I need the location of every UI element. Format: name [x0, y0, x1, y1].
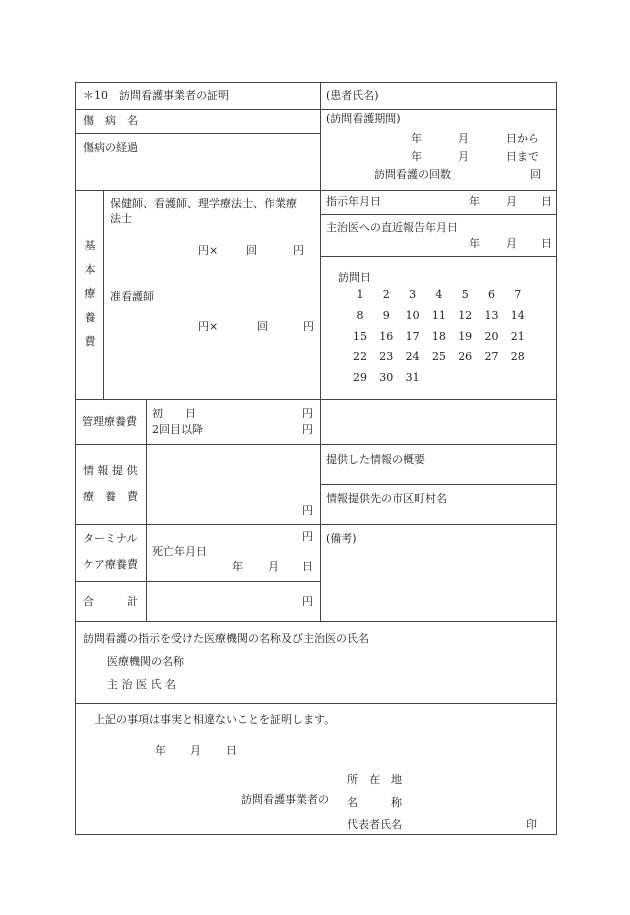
visit-day-cell: 2 — [382, 288, 390, 301]
nurse-times: 回 — [246, 244, 257, 257]
visit-day-cell: 9 — [382, 308, 390, 322]
assoc-times: 回 — [257, 320, 268, 333]
period-label: (訪問看護期間) — [326, 112, 401, 125]
rule — [103, 190, 104, 399]
visit-day-cell: 28 — [510, 350, 525, 364]
terminal-label-1: ターミナル — [83, 532, 138, 545]
rule — [320, 256, 556, 257]
rule — [76, 703, 556, 704]
report-date-label: 主治医への直近報告年月日 — [326, 221, 458, 234]
total-yen: 円 — [302, 595, 313, 608]
total-label: 合 計 — [83, 595, 138, 608]
institution-heading: 訪問看護の指示を受けた医療機関の名称及び主治医の氏名 — [83, 632, 369, 645]
visit-day-cell: 5 — [461, 288, 469, 301]
nurse-label-line2: 法士 — [110, 212, 132, 225]
visit-day-cell: 4 — [435, 288, 443, 301]
patient-name-label: (患者氏名) — [326, 89, 379, 102]
management-fee-label: 管理療養費 — [82, 415, 137, 428]
instruction-month: 月 — [506, 195, 517, 208]
rule — [146, 399, 147, 621]
visit-day-cell: 17 — [405, 329, 420, 343]
period-from-year: 年 — [411, 132, 422, 145]
address-label: 所 在 地 — [347, 773, 402, 786]
rule — [76, 581, 320, 582]
visit-day-cell: 25 — [431, 350, 446, 364]
second-on-label: 2回目以降 — [152, 423, 203, 436]
visit-day-cell: 21 — [510, 329, 525, 343]
rule — [76, 621, 556, 622]
rule — [76, 524, 556, 525]
nurse-yen-times: 円× — [198, 244, 219, 257]
instruction-year: 年 — [469, 195, 480, 208]
death-day: 日 — [302, 560, 313, 573]
instruction-day: 日 — [541, 195, 552, 208]
remarks-label: (備考) — [326, 532, 357, 545]
period-from-month: 月 — [458, 132, 469, 145]
rule — [320, 214, 556, 215]
basic-fee-label: 基 本 療 養 費 — [84, 239, 96, 348]
visit-count-unit: 回 — [530, 168, 541, 181]
visit-day-cell: 8 — [356, 308, 364, 322]
certify-statement: 上記の事項は事実と相違ないことを証明します。 — [94, 713, 336, 726]
seal-mark: 印 — [526, 818, 537, 831]
first-day-label: 初 日 — [152, 407, 196, 420]
nurse-label-line1: 保健師、看護師、理学療法士、作業療 — [110, 197, 297, 210]
death-year: 年 — [232, 560, 243, 573]
visit-day-cell: 26 — [458, 350, 473, 364]
visit-day-cell: 27 — [484, 350, 499, 364]
period-from-day: 日から — [506, 132, 539, 145]
info-fee-label-1: 情 報 提 供 — [83, 464, 138, 477]
doctor-name-label: 主 治 医 氏 名 — [107, 678, 176, 691]
visit-day-cell: 30 — [379, 371, 394, 385]
visit-day-cell: 3 — [409, 288, 417, 301]
period-until-year: 年 — [411, 150, 422, 163]
institution-name-label: 医療機関の名称 — [107, 655, 184, 668]
visit-day-cell: 22 — [353, 350, 367, 364]
terminal-label-2: ケア療養費 — [83, 558, 138, 571]
visit-day-cell: 20 — [484, 329, 499, 343]
visit-day-cell: 29 — [353, 371, 367, 385]
visit-day-cell: 14 — [510, 308, 525, 322]
assoc-nurse-label: 准看護師 — [110, 290, 154, 303]
certificate-form — [75, 82, 557, 835]
visit-days-label: 訪問日 — [338, 271, 371, 284]
report-day: 日 — [541, 237, 552, 250]
visit-day-cell: 31 — [405, 371, 420, 385]
visit-day-cell: 19 — [458, 329, 473, 343]
first-day-yen: 円 — [302, 407, 313, 420]
nurse-yen: 円 — [293, 244, 304, 257]
rule — [320, 83, 321, 621]
disease-progress-label: 傷病の経過 — [83, 141, 138, 154]
visit-day-cell: 13 — [484, 308, 499, 322]
visit-day-cell: 10 — [405, 308, 420, 322]
assoc-yen: 円 — [303, 320, 314, 333]
report-year: 年 — [469, 237, 480, 250]
certify-year: 年 — [155, 744, 166, 757]
info-summary-label: 提供した情報の概要 — [326, 453, 425, 466]
rule — [76, 109, 556, 110]
period-until-month: 月 — [458, 150, 469, 163]
disease-name-label: 傷 病 名 — [83, 114, 138, 127]
rule — [320, 484, 556, 485]
info-fee-label-2: 療 養 費 — [83, 490, 138, 503]
report-month: 月 — [506, 237, 517, 250]
visit-day-cell: 24 — [405, 350, 420, 364]
visit-day-cell: 16 — [379, 329, 394, 343]
visit-day-cell: 23 — [379, 350, 394, 364]
rule — [76, 399, 556, 400]
info-city-label: 情報提供先の市区町村名 — [326, 492, 447, 505]
certify-day: 日 — [226, 744, 237, 757]
rule — [76, 444, 556, 445]
terminal-yen: 円 — [302, 530, 313, 543]
visit-day-cell: 12 — [458, 308, 473, 322]
visit-day-cell: 15 — [353, 329, 367, 343]
provider-name-label: 名 称 — [347, 796, 402, 809]
visit-day-cell: 7 — [514, 288, 522, 301]
rule — [76, 133, 320, 134]
period-until-day: 日まで — [506, 150, 539, 163]
death-date-label: 死亡年月日 — [152, 545, 207, 558]
info-fee-yen: 円 — [302, 504, 313, 517]
form-title: ＊10 訪問看護事業者の証明 — [83, 89, 229, 102]
visit-day-cell: 18 — [431, 329, 446, 343]
visit-day-cell: 11 — [431, 308, 446, 322]
second-on-yen: 円 — [302, 423, 313, 436]
visit-count-label: 訪問看護の回数 — [374, 168, 451, 181]
certify-month: 月 — [190, 744, 201, 757]
visit-day-cell: 1 — [356, 288, 364, 301]
visit-day-cell: 6 — [488, 288, 495, 301]
instruction-date-label: 指示年月日 — [326, 195, 381, 208]
representative-label: 代表者氏名 — [347, 818, 402, 831]
assoc-yen-times: 円× — [198, 320, 219, 333]
rule — [76, 190, 556, 191]
death-month: 月 — [268, 560, 279, 573]
provider-label: 訪問看護事業者の — [241, 793, 329, 806]
